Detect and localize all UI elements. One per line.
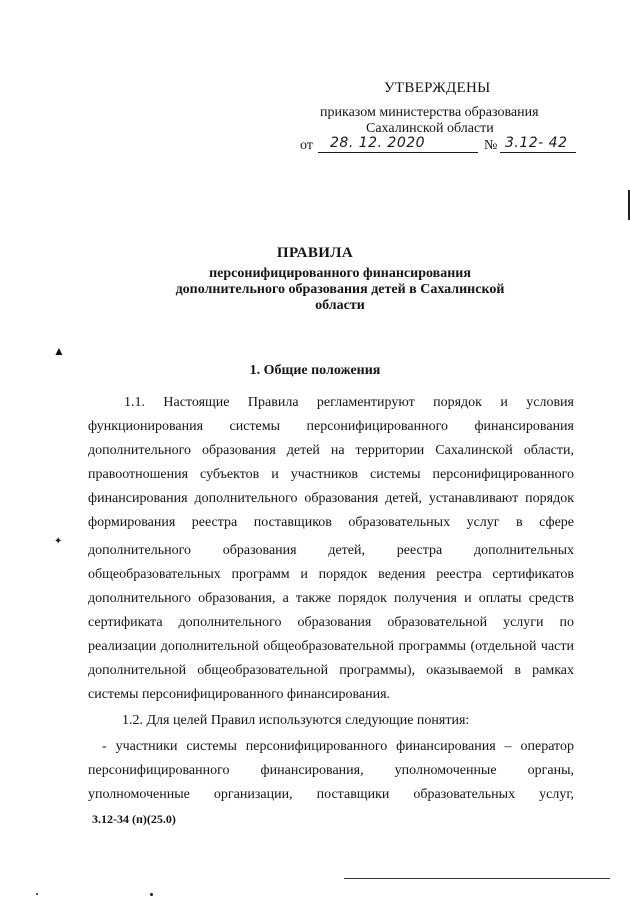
body-line: персонифицированного финансирования, уполномоченные органы, — [88, 763, 574, 778]
body-line: сертификата дополнительного образования образовательной услуги по — [88, 615, 574, 630]
body-line: дополнительного образования, а также порядок получения и оплаты средств — [88, 591, 574, 606]
section-heading: 1. Общие положения — [249, 363, 381, 378]
body-line: дополнительной общеобразовательной программы), оказываемой в рамках — [88, 663, 574, 678]
date-underline — [318, 152, 478, 153]
body-line: финансирования дополнительного образования детей, устанавливают порядок — [88, 491, 574, 506]
number-underline — [500, 152, 576, 153]
scan-speck — [150, 893, 153, 896]
body-line: - участники системы персонифицированного финансирования – оператор — [102, 739, 574, 754]
document-code: 3.12-34 (п)(25.0) — [92, 812, 176, 826]
body-line: дополнительного образования детей, реестра дополнительных — [88, 543, 574, 558]
hole-punch-mark: ✦ — [54, 536, 63, 547]
body-line: дополнительного образования детей на территории Сахалинской области, — [88, 443, 574, 458]
body-line: реализации дополнительной общеобразовательной программы (отдельной части — [88, 639, 574, 654]
handwritten-date: 28. 12. 2020 — [330, 135, 426, 151]
subtitle-line: дополнительного образования детей в Сахалинской — [175, 282, 505, 297]
approval-heading: УТВЕРЖДЕНЫ — [384, 80, 491, 96]
scan-speck — [36, 893, 38, 895]
body-line: 1.1. Настоящие Правила регламентируют порядок и условия — [124, 395, 574, 410]
document-subtitle — [150, 266, 530, 314]
number-label: № — [484, 138, 498, 153]
hole-punch-mark: ▲ — [53, 344, 65, 358]
body-line: функционирования системы персонифицированного финансирования — [88, 419, 574, 434]
body-line: 1.2. Для целей Правил используются следующие понятия: — [122, 713, 470, 728]
order-line-1: приказом министерства образования — [320, 105, 539, 120]
subtitle-line: области — [315, 298, 365, 313]
date-label: от — [300, 138, 313, 153]
scan-edge-line — [344, 878, 610, 879]
body-line: общеобразовательных программ и порядок ведения реестра сертификатов — [88, 567, 574, 582]
body-line: системы персонифицированного финансирования. — [88, 687, 391, 702]
body-line: формирования реестра поставщиков образовательных услуг в сфере — [88, 515, 574, 530]
order-line-2: Сахалинской области — [366, 121, 494, 136]
document-title: ПРАВИЛА — [276, 245, 354, 261]
handwritten-number: 3.12- 42 — [505, 135, 568, 151]
subtitle-line: персонифицированного финансирования — [209, 266, 471, 281]
body-line: уполномоченные организации, поставщики образовательных услуг, — [88, 787, 574, 802]
body-line: правоотношения субъектов и участников системы персонифицированного — [88, 467, 574, 482]
